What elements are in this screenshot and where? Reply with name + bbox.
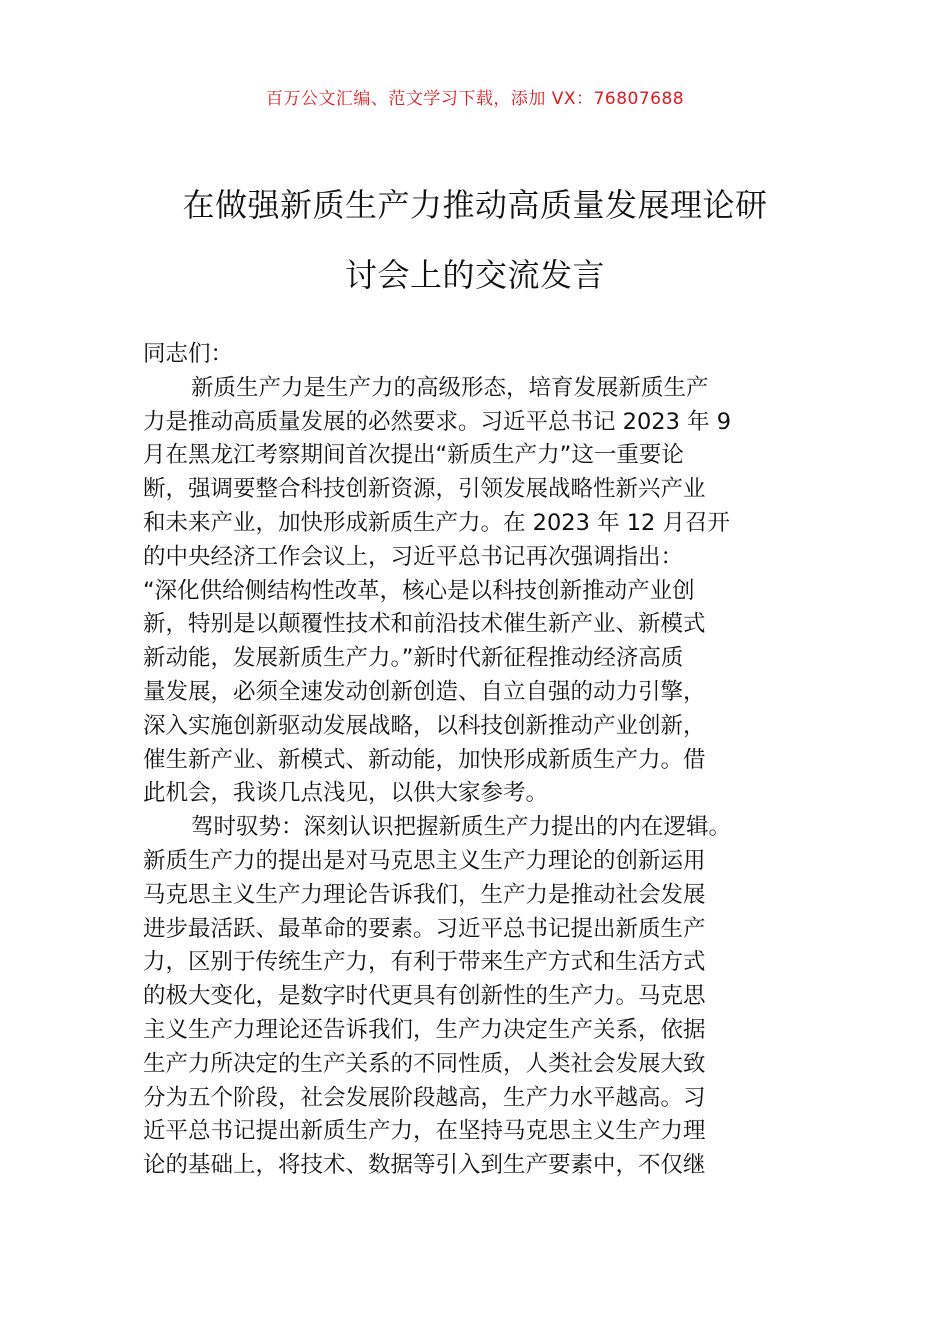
section-heading: 驾时驭势：深刻认识把握新质生产力提出的内在逻辑。: [191, 814, 732, 841]
body-line: 催生新产业、新模式、新动能，加快形成新质生产力。借: [143, 746, 706, 773]
body-line: 月在黑龙江考察期间首次提出“新质生产力”这一重要论: [143, 442, 684, 469]
body-line: 近平总书记提出新质生产力，在坚持马克思主义生产力理: [143, 1118, 706, 1145]
body-line: 马克思主义生产力理论告诉我们，生产力是推动社会发展: [143, 881, 706, 908]
body-line: 量发展，必须全速发动创新创造、自立自强的动力引擎，: [143, 678, 706, 705]
body-line: 和未来产业，加快形成新质生产力。在 2023 年 12 月召开: [143, 509, 731, 536]
document-title-line-1: 在做强新质生产力推动高质量发展理论研: [182, 186, 768, 224]
body-line: 此机会，我谈几点浅见，以供大家参考。: [143, 780, 549, 807]
body-line: 新，特别是以颠覆性技术和前沿技术催生新产业、新模式: [143, 611, 706, 638]
body-line: 新质生产力的提出是对马克思主义生产力理论的创新运用: [143, 847, 706, 874]
body-line: 进步最活跃、最革命的要素。习近平总书记提出新质生产: [143, 915, 706, 942]
body-line: 分为五个阶段，社会发展阶段越高，生产力水平越高。习: [143, 1084, 706, 1111]
body-line: 新质生产力是生产力的高级形态，培育发展新质生产: [191, 374, 709, 401]
document-body: [143, 338, 823, 1183]
body-line: 深入实施创新驱动发展战略，以科技创新推动产业创新，: [143, 712, 706, 739]
body-line: 主义生产力理论还告诉我们，生产力决定生产关系，依据: [143, 1016, 706, 1043]
body-line: 生产力所决定的生产关系的不同性质，人类社会发展大致: [143, 1050, 706, 1077]
body-line: 断，强调要整合科技创新资源，引领发展战略性新兴产业: [143, 476, 706, 503]
body-line: “深化供给侧结构性改革，核心是以科技创新推动产业创: [143, 577, 695, 604]
body-line: 力是推动高质量发展的必然要求。习近平总书记 2023 年 9: [143, 408, 732, 435]
salutation: 同志们：: [143, 341, 234, 367]
body-line: 力，区别于传统生产力，有利于带来生产方式和生活方式: [143, 949, 706, 976]
body-line: 的中央经济工作会议上，习近平总书记再次强调指出：: [143, 543, 684, 570]
document-title-line-2: 讨会上的交流发言: [344, 256, 605, 294]
body-line: 论的基础上，将技术、数据等引入到生产要素中，不仅继: [143, 1152, 706, 1179]
promo-header: 百万公文汇编、范文学习下载，添加 VX：76807688: [265, 89, 685, 109]
body-line: 的极大变化，是数字时代更具有创新性的生产力。马克思: [143, 983, 706, 1010]
body-line: 新动能，发展新质生产力。”新时代新征程推动经济高质: [143, 645, 684, 672]
